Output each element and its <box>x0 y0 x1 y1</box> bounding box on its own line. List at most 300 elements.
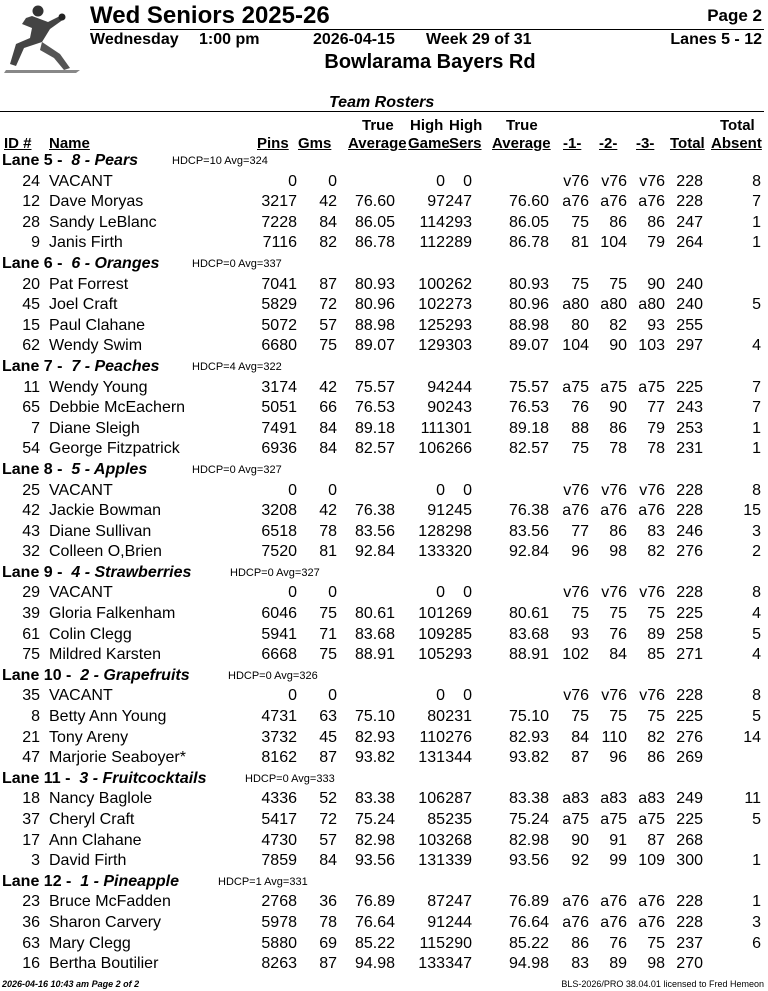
lane-number: Lane 12 <box>2 872 62 890</box>
bowler-game-3: 85 <box>647 646 665 664</box>
bowler-high-series: 244 <box>445 913 472 931</box>
bowler-game-2: a76 <box>600 913 627 931</box>
bowler-true-average-2: 82.57 <box>508 440 549 458</box>
bowler-games: 75 <box>319 605 337 623</box>
bowler-true-average-2: 76.89 <box>508 893 549 911</box>
bowler-high-game: 0 <box>436 481 445 499</box>
bowler-row <box>0 892 768 913</box>
bowler-high-series: 290 <box>445 934 472 952</box>
bowler-pins: 6046 <box>261 605 297 623</box>
bowler-game-2: a76 <box>600 893 627 911</box>
bowler-absent: 2 <box>752 543 761 561</box>
bowler-game-3: v76 <box>639 687 665 705</box>
bowler-id: 42 <box>22 502 40 520</box>
bowler-high-series: 0 <box>463 172 472 190</box>
lane-separator: - <box>52 563 72 581</box>
bowler-game-3: 103 <box>638 337 665 355</box>
bowler-name: Tony Areny <box>49 728 129 746</box>
bowler-games: 0 <box>328 481 337 499</box>
bowler-absent: 15 <box>743 502 761 520</box>
bowler-total: 228 <box>676 913 703 931</box>
lane-handicap-info: HDCP=4 Avg=322 <box>192 360 282 373</box>
bowler-pins: 7116 <box>262 234 297 252</box>
print-timestamp: 2026-04-16 10:43 am Page 2 of 2 <box>2 979 140 989</box>
bowler-total: 228 <box>676 193 703 211</box>
bowler-absent: 7 <box>752 378 761 396</box>
bowler-high-series: 293 <box>445 213 472 231</box>
bowler-true-average-2: 83.38 <box>508 790 549 808</box>
bowler-total: 271 <box>676 646 703 664</box>
bowler-high-series: 293 <box>445 316 472 334</box>
bowler-high-series: 339 <box>445 852 472 870</box>
bowler-id: 11 <box>23 378 40 396</box>
bowler-id: 8 <box>31 708 40 726</box>
bowler-pins: 2768 <box>261 893 297 911</box>
bowler-game-3: 79 <box>647 419 665 437</box>
bowler-high-game: 105 <box>418 646 445 664</box>
bowler-high-series: 344 <box>445 749 472 767</box>
bowler-game-3: 83 <box>647 522 665 540</box>
bowler-row <box>0 707 768 728</box>
bowler-high-series: 0 <box>463 481 472 499</box>
bowler-id: 17 <box>22 831 40 849</box>
bowler-high-series: 293 <box>445 646 472 664</box>
bowler-high-series: 245 <box>445 502 472 520</box>
bowler-games: 0 <box>328 172 337 190</box>
bowler-game-2: 90 <box>609 399 627 417</box>
bowler-true-average-2: 83.68 <box>508 625 549 643</box>
bowler-game-3: 93 <box>647 316 665 334</box>
bowler-pins: 0 <box>288 481 297 499</box>
bowler-true-average: 88.91 <box>354 646 395 664</box>
lane-header-row <box>0 769 768 790</box>
bowler-true-average: 82.93 <box>354 728 395 746</box>
bowler-absent: 5 <box>752 625 761 643</box>
bowler-pins: 6680 <box>261 337 297 355</box>
bowler-name: Paul Clahane <box>49 316 146 334</box>
bowler-game-1: 80 <box>571 316 589 334</box>
lane-team-label <box>2 872 179 893</box>
bowler-name: Cheryl Craft <box>49 811 135 828</box>
bowler-high-game: 101 <box>418 605 445 623</box>
bowler-row <box>0 233 768 254</box>
bowler-id: 21 <box>22 728 40 746</box>
bowler-pins: 5829 <box>261 296 297 314</box>
bowler-total: 243 <box>676 399 703 417</box>
bowler-absent: 4 <box>752 605 761 623</box>
bowler-true-average: 82.98 <box>354 831 395 849</box>
bowler-game-2: a75 <box>600 378 627 396</box>
bowler-games: 72 <box>319 296 337 314</box>
bowler-game-3: a80 <box>638 296 665 314</box>
bowler-total: 270 <box>676 955 703 973</box>
bowler-game-1: 86 <box>571 934 589 952</box>
bowler-name: VACANT <box>49 481 113 499</box>
date-label: 2026-04-15 <box>313 31 395 48</box>
bowler-game-3: 89 <box>647 625 665 643</box>
bowler-high-game: 125 <box>418 316 445 334</box>
bowler-game-2: 104 <box>600 234 627 252</box>
bowler-game-2: 78 <box>609 440 627 458</box>
bowler-row <box>0 604 768 625</box>
bowler-game-2: v76 <box>601 584 627 602</box>
bowler-id: 25 <box>22 481 40 499</box>
bowler-name: Bruce McFadden <box>49 893 171 911</box>
bowler-total: 258 <box>676 625 703 643</box>
lane-handicap-info: HDCP=0 Avg=337 <box>192 257 282 270</box>
lane-team-label <box>2 769 207 790</box>
bowler-high-game: 131 <box>418 749 445 767</box>
bowler-name: Bertha Boutilier <box>49 955 159 973</box>
bowler-true-average: 80.96 <box>354 296 395 314</box>
bowler-pins: 5072 <box>261 316 297 334</box>
bowler-id: 12 <box>22 193 40 211</box>
bowler-id: 32 <box>22 543 40 561</box>
bowler-row <box>0 213 768 234</box>
lane-separator: - <box>52 152 72 169</box>
bowler-total: 246 <box>676 522 703 540</box>
bowler-game-1: a75 <box>562 378 589 396</box>
team-name: 4 - Strawberries <box>71 563 192 581</box>
bowler-game-1: a76 <box>562 893 589 911</box>
bowler-true-average: 85.22 <box>354 934 395 952</box>
lane-team-label <box>2 666 190 687</box>
bowler-games: 66 <box>319 399 337 417</box>
lane-number: Lane 9 <box>2 563 53 581</box>
bowler-game-3: v76 <box>639 172 665 190</box>
bowler-game-1: 77 <box>571 522 589 540</box>
bowler-pins: 8263 <box>261 955 297 973</box>
bowler-game-1: 81 <box>571 234 589 252</box>
bowler-name: Pat Forrest <box>49 275 129 293</box>
bowler-row <box>0 542 768 563</box>
bowler-high-game: 114 <box>419 213 445 231</box>
bowler-true-average-2: 75.10 <box>508 708 549 726</box>
header-high-series: Sers <box>449 135 482 152</box>
bowler-games: 0 <box>328 687 337 705</box>
bowler-high-series: 347 <box>445 955 472 973</box>
bowler-game-3: 90 <box>647 275 665 293</box>
bowler-high-game: 129 <box>418 337 445 355</box>
bowler-game-2: 89 <box>609 955 627 973</box>
lane-header-row <box>0 460 768 481</box>
bowler-high-game: 109 <box>418 625 445 643</box>
lane-team-label <box>2 460 147 481</box>
header-game-2: -2- <box>599 135 618 152</box>
bowler-true-average: 86.05 <box>354 213 395 231</box>
bowler-game-1: 75 <box>571 275 589 293</box>
bowler-id: 39 <box>22 605 40 623</box>
bowler-true-average-2: 94.98 <box>508 955 549 973</box>
bowler-game-2: 110 <box>601 728 627 746</box>
bowler-pins: 7041 <box>261 275 297 293</box>
team-name: 6 - Oranges <box>71 254 160 272</box>
bowler-game-1: 84 <box>571 728 589 746</box>
bowler-games: 42 <box>319 502 337 520</box>
bowler-name: Marjorie Seaboyer* <box>49 749 186 767</box>
bowler-game-2: 86 <box>609 522 627 540</box>
bowler-name: VACANT <box>49 584 113 602</box>
bowler-game-2: 75 <box>609 275 627 293</box>
bowler-row <box>0 522 768 543</box>
bowler-row <box>0 728 768 749</box>
bowler-total: 228 <box>676 687 703 705</box>
bowler-games: 84 <box>319 213 337 231</box>
venue-name: Bowlarama Bayers Rd <box>324 51 536 73</box>
lane-team-label <box>2 357 159 378</box>
bowler-game-1: v76 <box>563 172 589 190</box>
bowler-name: Wendy Young <box>49 378 148 396</box>
bowler-true-average: 89.07 <box>354 337 395 355</box>
bowler-game-1: 88 <box>571 419 589 437</box>
bowler-id: 75 <box>22 646 40 664</box>
bowler-total: 300 <box>676 852 703 870</box>
bowler-pins: 5978 <box>261 913 297 931</box>
bowler-pins: 5051 <box>261 399 297 417</box>
time-label: 1:00 pm <box>199 31 260 48</box>
bowler-true-average-2: 93.56 <box>508 852 549 870</box>
lane-handicap-info: HDCP=1 Avg=331 <box>218 875 308 888</box>
bowler-absent: 4 <box>752 337 761 355</box>
bowler-id: 28 <box>22 213 40 231</box>
bowler-name: Sharon Carvery <box>49 913 162 931</box>
bowler-pins: 3174 <box>261 378 297 396</box>
bowler-id: 9 <box>31 234 40 252</box>
bowler-game-3: v76 <box>639 481 665 499</box>
bowler-game-2: 99 <box>609 852 627 870</box>
bowler-row <box>0 419 768 440</box>
bowler-total: 249 <box>676 790 703 808</box>
bowler-game-2: a76 <box>600 193 627 211</box>
bowler-true-average: 83.56 <box>354 522 395 540</box>
bowler-pins: 0 <box>288 172 297 190</box>
bowler-true-average-2: 82.98 <box>508 831 549 849</box>
bowler-absent: 8 <box>752 481 761 499</box>
bowler-pins: 4336 <box>261 790 297 808</box>
bowler-true-average: 80.61 <box>354 605 395 623</box>
bowler-row <box>0 275 768 296</box>
bowler-name: Betty Ann Young <box>49 708 167 726</box>
bowler-games: 63 <box>319 708 337 726</box>
bowler-row <box>0 831 768 852</box>
bowler-total: 268 <box>676 831 703 849</box>
bowler-games: 75 <box>319 646 337 664</box>
bowler-absent: 8 <box>752 687 761 705</box>
bowler-pins: 6668 <box>261 646 297 664</box>
bowler-high-game: 112 <box>419 234 445 252</box>
lane-handicap-info: HDCP=0 Avg=333 <box>245 772 335 785</box>
header-high-game-top: High <box>410 117 444 134</box>
lane-header-row <box>0 872 768 893</box>
bowler-id: 36 <box>22 913 40 931</box>
roster-table <box>0 151 768 975</box>
bowler-id: 23 <box>22 893 40 911</box>
bowler-high-series: 247 <box>445 893 472 911</box>
lane-separator: - <box>52 254 72 272</box>
bowler-game-1: 104 <box>562 337 589 355</box>
bowler-high-series: 269 <box>445 605 472 623</box>
bowler-game-1: 75 <box>571 213 589 231</box>
bowler-row <box>0 645 768 666</box>
bowler-row <box>0 481 768 502</box>
bowler-true-average-2: 83.56 <box>508 522 549 540</box>
bowler-game-2: 86 <box>609 419 627 437</box>
bowler-games: 84 <box>319 852 337 870</box>
bowler-game-3: a76 <box>638 913 665 931</box>
bowler-absent: 1 <box>752 440 761 458</box>
bowler-absent: 6 <box>752 934 761 952</box>
bowler-true-average-2: 75.24 <box>508 811 549 828</box>
section-divider <box>0 111 764 112</box>
bowler-game-1: a76 <box>562 502 589 520</box>
bowler-high-series: 303 <box>445 337 472 355</box>
bowler-games: 81 <box>319 543 337 561</box>
bowler-games: 87 <box>319 275 337 293</box>
bowler-high-game: 106 <box>418 440 445 458</box>
bowler-game-3: a75 <box>638 378 665 396</box>
lane-header-row <box>0 666 768 687</box>
bowler-pins: 4730 <box>261 831 297 849</box>
bowler-games: 42 <box>319 378 337 396</box>
bowler-total: 255 <box>676 316 703 334</box>
bowler-total: 228 <box>676 172 703 190</box>
bowler-total: 269 <box>676 749 703 767</box>
lane-header-row <box>0 151 768 172</box>
bowler-total: 247 <box>676 213 703 231</box>
header-total: Total <box>670 135 705 152</box>
bowler-true-average: 88.98 <box>354 316 395 334</box>
bowler-high-game: 97 <box>427 193 445 211</box>
bowler-id: 37 <box>22 811 40 828</box>
bowler-true-average: 92.84 <box>354 543 395 561</box>
bowler-name: Ann Clahane <box>49 831 142 849</box>
bowler-true-average: 76.60 <box>354 193 395 211</box>
bowler-row <box>0 295 768 316</box>
bowler-true-average: 76.64 <box>354 913 395 931</box>
bowler-game-3: a76 <box>638 502 665 520</box>
bowler-row <box>0 686 768 707</box>
bowler-game-2: 76 <box>609 625 627 643</box>
lane-number: Lane 7 <box>2 357 53 375</box>
bowler-total: 264 <box>676 234 703 252</box>
header-id: ID # <box>4 135 32 152</box>
bowler-name: Wendy Swim <box>49 337 143 355</box>
bowler-games: 57 <box>319 316 337 334</box>
bowler-name: Janis Firth <box>49 234 123 252</box>
lanes-label: Lanes 5 - 12 <box>670 31 762 48</box>
bowler-row <box>0 789 768 810</box>
bowler-high-game: 133 <box>418 543 445 561</box>
bowler-game-3: 75 <box>647 934 665 952</box>
bowler-game-2: 75 <box>609 605 627 623</box>
bowler-absent: 1 <box>752 893 761 911</box>
bowler-true-average-2: 82.93 <box>508 728 549 746</box>
bowler-row <box>0 378 768 399</box>
bowler-game-1: v76 <box>563 687 589 705</box>
bowler-high-series: 243 <box>445 399 472 417</box>
bowler-high-game: 91 <box>427 913 445 931</box>
bowler-high-game: 110 <box>419 728 445 746</box>
bowler-true-average-2: 92.84 <box>508 543 549 561</box>
bowler-games: 42 <box>319 193 337 211</box>
bowler-pins: 7859 <box>261 852 297 870</box>
bowler-true-average: 86.78 <box>354 234 395 252</box>
bowler-game-2: 82 <box>609 316 627 334</box>
bowler-name: Nancy Baglole <box>49 790 153 808</box>
bowler-game-1: 75 <box>571 605 589 623</box>
bowler-row <box>0 439 768 460</box>
bowler-true-average-2: 76.38 <box>508 502 549 520</box>
lane-handicap-info: HDCP=0 Avg=327 <box>230 566 320 579</box>
bowler-row <box>0 625 768 646</box>
bowler-pins: 8162 <box>261 749 297 767</box>
bowler-absent: 1 <box>752 419 761 437</box>
bowler-total: 228 <box>676 584 703 602</box>
bowler-high-series: 273 <box>445 296 472 314</box>
bowler-total: 228 <box>676 481 703 499</box>
bowler-high-series: 262 <box>445 275 472 293</box>
bowler-high-series: 298 <box>445 522 472 540</box>
bowler-game-3: 75 <box>647 708 665 726</box>
bowler-row <box>0 851 768 872</box>
bowler-total: 225 <box>676 811 703 828</box>
bowler-game-3: 75 <box>647 605 665 623</box>
bowler-high-game: 87 <box>427 893 445 911</box>
bowler-name: Jackie Bowman <box>49 502 162 520</box>
page-number: Page 2 <box>707 6 762 25</box>
bowler-row <box>0 316 768 337</box>
lane-separator: - <box>52 460 72 478</box>
bowler-name: Sandy LeBlanc <box>49 213 157 231</box>
bowler-id: 3 <box>31 852 40 870</box>
bowler-high-series: 289 <box>445 234 472 252</box>
bowler-games: 72 <box>319 811 337 828</box>
bowler-games: 78 <box>319 522 337 540</box>
bowler-true-average-2: 89.18 <box>508 419 549 437</box>
bowler-high-game: 90 <box>427 399 445 417</box>
bowler-id: 63 <box>22 934 40 952</box>
bowler-true-average-2: 76.60 <box>508 193 549 211</box>
bowler-absent: 8 <box>752 172 761 190</box>
bowler-true-average-2: 80.61 <box>508 605 549 623</box>
bowler-absent: 7 <box>752 193 761 211</box>
bowler-row <box>0 583 768 604</box>
day-label: Wednesday <box>90 31 179 48</box>
bowler-high-series: 0 <box>463 584 472 602</box>
bowler-games: 45 <box>319 728 337 746</box>
bowler-name: David Firth <box>49 852 127 870</box>
bowler-high-game: 106 <box>418 790 445 808</box>
bowler-total: 225 <box>676 378 703 396</box>
team-name: 2 - Grapefruits <box>80 666 190 684</box>
bowler-game-2: a83 <box>600 790 627 808</box>
team-name: 5 - Apples <box>71 460 148 478</box>
bowler-pins: 4731 <box>261 708 297 726</box>
bowler-pins: 5880 <box>261 934 297 952</box>
bowler-game-2: 91 <box>609 831 627 849</box>
bowler-games: 84 <box>319 440 337 458</box>
lane-number: Lane 10 <box>2 666 62 684</box>
bowler-true-average-2: 88.98 <box>508 316 549 334</box>
bowler-id: 7 <box>31 419 40 437</box>
bowler-row <box>0 748 768 769</box>
bowler-high-game: 111 <box>420 419 445 437</box>
bowler-high-series: 266 <box>445 440 472 458</box>
bowler-total: 231 <box>676 440 703 458</box>
bowler-high-game: 85 <box>427 811 445 828</box>
bowler-high-game: 115 <box>419 934 445 952</box>
bowler-game-2: 76 <box>609 934 627 952</box>
